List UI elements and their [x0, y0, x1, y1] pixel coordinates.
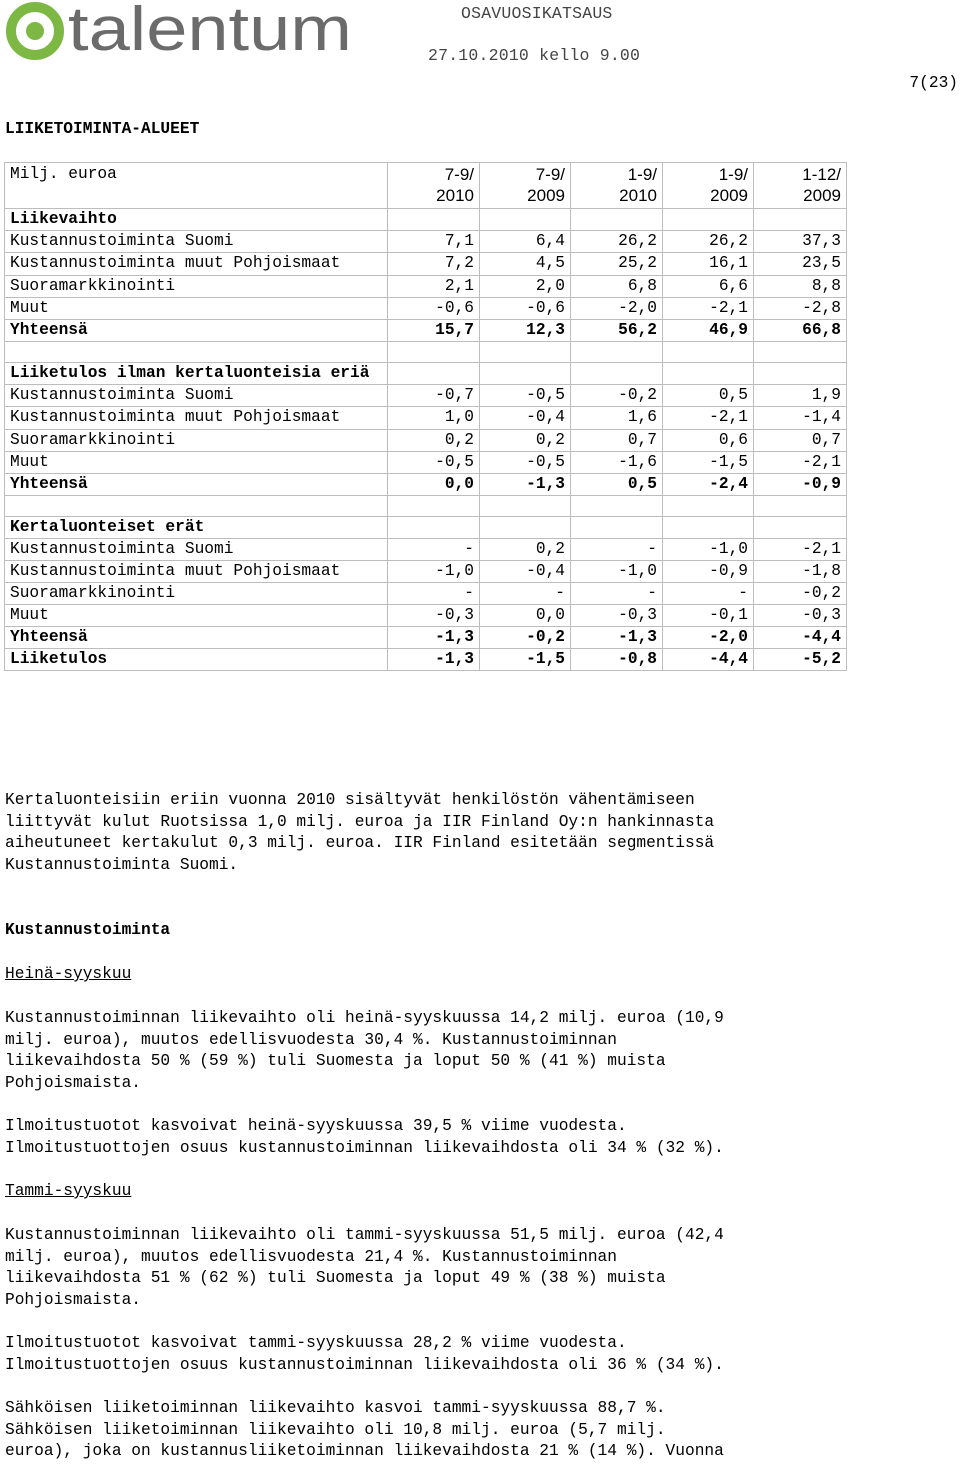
cell-value [480, 516, 571, 538]
cell-value: -2,1 [754, 538, 847, 560]
cell-value [571, 209, 663, 231]
cell-value: -1,6 [571, 451, 663, 473]
cell-value [663, 516, 754, 538]
cell-value: -0,4 [480, 560, 571, 583]
cell-value: -2,0 [571, 297, 663, 319]
table-row [5, 209, 847, 231]
cell-value: 0,2 [480, 538, 571, 560]
one-off-items-note: Kertaluonteisiin eriin vuonna 2010 sisältyvät henkilöstön vähentämiseen liittyvät kulut Ruotsissa 1,0 milj. euroa ja IIR Finland Oy:n hankinnasta aiheutuneet kertakulut 0,3 milj. euroa. IIR Finland esitetään segmentissä Kustannustoiminta Suomi. [5, 791, 715, 875]
table-row [5, 560, 847, 583]
cell-value: 0,5 [663, 385, 754, 407]
cell-value [571, 341, 663, 362]
cell-value: - [663, 583, 754, 605]
cell-value [388, 209, 480, 231]
spacer-row [5, 341, 847, 362]
cell-value [663, 362, 754, 385]
kustannustoiminta-heading: Kustannustoiminta [5, 921, 171, 939]
cell-value: -0,5 [388, 451, 480, 473]
cell-value: -1,0 [571, 560, 663, 583]
section-title: LIIKETOIMINTA-ALUEET [5, 120, 200, 138]
cell-value [480, 362, 571, 385]
cell-value: - [571, 583, 663, 605]
row-label: Suoramarkkinointi [5, 275, 388, 297]
cell-value [388, 341, 480, 362]
row-label: Muut [5, 451, 388, 473]
cell-value: 0,2 [480, 429, 571, 451]
cell-value: -1,3 [388, 649, 480, 671]
cell-value [754, 362, 847, 385]
row-label [5, 495, 388, 516]
cell-value: -0,7 [388, 385, 480, 407]
cell-value: -2,1 [663, 297, 754, 319]
spacer-row [5, 495, 847, 516]
table-header-row [5, 163, 847, 209]
cell-value: -1,0 [663, 538, 754, 560]
column-header: 1-12/ 2009 [754, 163, 847, 209]
document-type: OSAVUOSIKATSAUS [461, 4, 613, 23]
cell-value: - [388, 583, 480, 605]
row-label: Kustannustoiminta Suomi [5, 385, 388, 407]
cell-value: 1,9 [754, 385, 847, 407]
cell-value: -1,3 [388, 627, 480, 649]
cell-value: 0,7 [754, 429, 847, 451]
row-label: Liiketulos ilman kertaluonteisia eriä [5, 362, 388, 385]
cell-value: 1,0 [388, 407, 480, 430]
cell-value [571, 362, 663, 385]
cell-value: - [571, 538, 663, 560]
table-row [5, 297, 847, 319]
cell-value: 0,0 [480, 605, 571, 627]
row-label: Liikevaihto [5, 209, 388, 231]
row-label: Liiketulos [5, 649, 388, 671]
cell-value: 8,8 [754, 275, 847, 297]
cell-value: 37,3 [754, 231, 847, 253]
table-row [5, 649, 847, 671]
cell-value: -2,0 [663, 627, 754, 649]
table-row [5, 362, 847, 385]
cell-value: -4,4 [754, 627, 847, 649]
row-label: Kustannustoiminta Suomi [5, 538, 388, 560]
cell-value: -2,1 [663, 407, 754, 430]
row-label: Muut [5, 297, 388, 319]
cell-value [388, 362, 480, 385]
cell-value: 0,0 [388, 473, 480, 495]
q3-advertising-paragraph: Ilmoitustuotot kasvoivat heinä-syyskuussa 39,5 % viime vuodesta. Ilmoitustuottojen osuus kustannustoiminnan liikevaihdosta oli 34 % (32 %). [5, 1117, 724, 1157]
cell-value: 25,2 [571, 253, 663, 276]
cell-value: -0,2 [754, 583, 847, 605]
cell-value [571, 495, 663, 516]
table-row [5, 627, 847, 649]
cell-value: -1,3 [571, 627, 663, 649]
cell-value: -0,6 [480, 297, 571, 319]
table-row [5, 538, 847, 560]
cell-value [480, 495, 571, 516]
row-label: Yhteensä [5, 627, 388, 649]
table-row [5, 451, 847, 473]
cell-value: 6,4 [480, 231, 571, 253]
column-header: 1-9/ 2009 [663, 163, 754, 209]
cell-value: -0,2 [571, 385, 663, 407]
table-row [5, 407, 847, 430]
cell-value: 7,1 [388, 231, 480, 253]
cell-value: 26,2 [663, 231, 754, 253]
cell-value: -1,4 [754, 407, 847, 430]
row-label: Kustannustoiminta Suomi [5, 231, 388, 253]
row-label: Yhteensä [5, 473, 388, 495]
cell-value: -0,3 [571, 605, 663, 627]
ytd-subheading: Tammi-syyskuu [5, 1182, 132, 1200]
cell-value: -0,1 [663, 605, 754, 627]
table-row [5, 231, 847, 253]
cell-value: 0,2 [388, 429, 480, 451]
cell-value: -4,4 [663, 649, 754, 671]
row-label: Kertaluonteiset erät [5, 516, 388, 538]
cell-value [480, 341, 571, 362]
cell-value: 15,7 [388, 319, 480, 341]
ytd-revenue-paragraph: Kustannustoiminnan liikevaihto oli tammi-syyskuussa 51,5 milj. euroa (42,4 milj. euroa), muutos edellisvuodesta 21,4 %. Kustannustoiminnan liikevaihdosta 51 % (62 %) tuli Suomesta ja loput 49 % (38 %) muista Pohjoismaista. [5, 1226, 724, 1310]
q3-revenue-paragraph: Kustannustoiminnan liikevaihto oli heinä-syyskuussa 14,2 milj. euroa (10,9 milj. euroa), muutos edellisvuodesta 30,4 %. Kustannustoiminnan liikevaihdosta 50 % (59 %) tuli Suomesta ja loput 50 % (41 %) muista Pohjoismaista. [5, 1009, 724, 1093]
table-row [5, 605, 847, 627]
row-label: Suoramarkkinointi [5, 429, 388, 451]
cell-value: -1,5 [480, 649, 571, 671]
cell-value: -2,4 [663, 473, 754, 495]
cell-value: 2,1 [388, 275, 480, 297]
cell-value: - [480, 583, 571, 605]
segment-table [4, 162, 847, 671]
cell-value: 2,0 [480, 275, 571, 297]
cell-value: 0,6 [663, 429, 754, 451]
cell-value: -0,3 [754, 605, 847, 627]
cell-value: - [388, 538, 480, 560]
cell-value [388, 516, 480, 538]
row-label: Muut [5, 605, 388, 627]
row-label: Yhteensä [5, 319, 388, 341]
cell-value: -1,8 [754, 560, 847, 583]
cell-value: -5,2 [754, 649, 847, 671]
table-row [5, 429, 847, 451]
cell-value: -1,3 [480, 473, 571, 495]
cell-value: -0,5 [480, 385, 571, 407]
column-header: 1-9/ 2010 [571, 163, 663, 209]
column-header: 7-9/ 2010 [388, 163, 480, 209]
cell-value: -0,9 [663, 560, 754, 583]
cell-value [754, 341, 847, 362]
logo-wordmark: talentum [68, 0, 352, 64]
table-row [5, 275, 847, 297]
cell-value: 16,1 [663, 253, 754, 276]
table-row [5, 385, 847, 407]
cell-value: -0,9 [754, 473, 847, 495]
cell-value: 6,8 [571, 275, 663, 297]
cell-value [754, 495, 847, 516]
cell-value: 12,3 [480, 319, 571, 341]
row-label [5, 341, 388, 362]
cell-value [480, 209, 571, 231]
cell-value: -0,4 [480, 407, 571, 430]
talentum-logo [4, 0, 354, 64]
cell-value: -0,3 [388, 605, 480, 627]
cell-value [754, 516, 847, 538]
cell-value: 66,8 [754, 319, 847, 341]
page-number: 7(23) [909, 74, 958, 92]
row-label: Suoramarkkinointi [5, 583, 388, 605]
column-header: 7-9/ 2009 [480, 163, 571, 209]
cell-value: -2,8 [754, 297, 847, 319]
row-label: Kustannustoiminta muut Pohjoismaat [5, 407, 388, 430]
table-row [5, 473, 847, 495]
cell-value: 0,7 [571, 429, 663, 451]
cell-value: -1,5 [663, 451, 754, 473]
cell-value: -0,8 [571, 649, 663, 671]
table-row [5, 253, 847, 276]
cell-value: 23,5 [754, 253, 847, 276]
ytd-digital-paragraph: Sähköisen liiketoiminnan liikevaihto kasvoi tammi-syyskuussa 88,7 %. Sähköisen liiketoiminnan liikevaihto oli 10,8 milj. euroa (5,7 milj. euroa), joka on kustannusliiketoiminnan liikevaihdosta 21 % (14 %). Vuonna [5, 1399, 724, 1461]
table-row [5, 583, 847, 605]
cell-value [663, 209, 754, 231]
document-date: 27.10.2010 kello 9.00 [428, 46, 641, 65]
cell-value: -0,2 [480, 627, 571, 649]
row-label: Kustannustoiminta muut Pohjoismaat [5, 253, 388, 276]
cell-value [388, 495, 480, 516]
cell-value: 6,6 [663, 275, 754, 297]
cell-value: -0,6 [388, 297, 480, 319]
cell-value: -1,0 [388, 560, 480, 583]
unit-label: Milj. euroa [5, 163, 388, 209]
ytd-advertising-paragraph: Ilmoitustuotot kasvoivat tammi-syyskuussa 28,2 % viime vuodesta. Ilmoitustuottojen osuus kustannustoiminnan liikevaihdosta oli 36 % (34 %). [5, 1334, 724, 1374]
cell-value: 4,5 [480, 253, 571, 276]
q3-subheading: Heinä-syyskuu [5, 965, 132, 983]
cell-value [663, 341, 754, 362]
cell-value: 7,2 [388, 253, 480, 276]
cell-value: 0,5 [571, 473, 663, 495]
row-label: Kustannustoiminta muut Pohjoismaat [5, 560, 388, 583]
cell-value [571, 516, 663, 538]
cell-value: 56,2 [571, 319, 663, 341]
cell-value: -2,1 [754, 451, 847, 473]
cell-value: -0,5 [480, 451, 571, 473]
cell-value [754, 209, 847, 231]
cell-value: 26,2 [571, 231, 663, 253]
cell-value: 1,6 [571, 407, 663, 430]
table-row [5, 319, 847, 341]
cell-value [663, 495, 754, 516]
cell-value: 46,9 [663, 319, 754, 341]
table-row [5, 516, 847, 538]
